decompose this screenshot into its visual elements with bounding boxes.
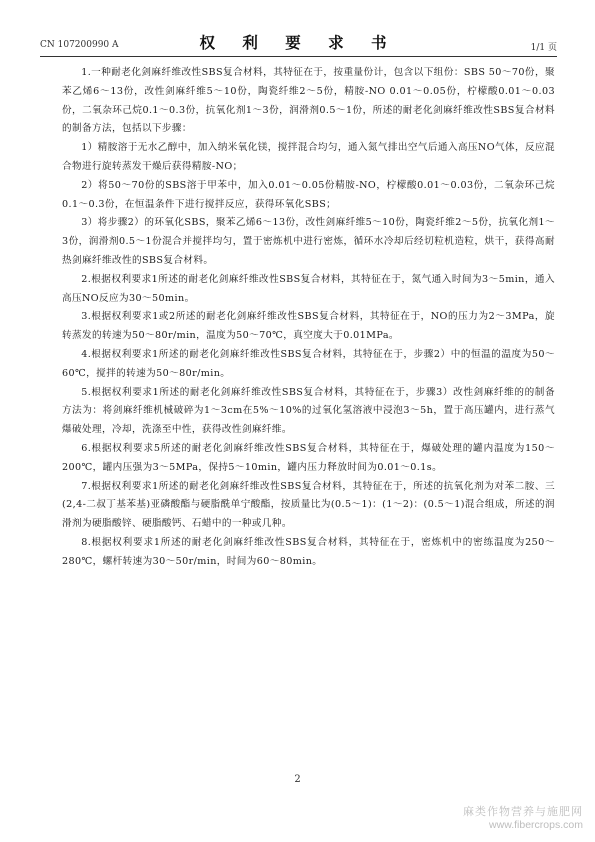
claim-4: 4.根据权利要求1所述的耐老化剑麻纤维改性SBS复合材料，其特征在于，步骤2）中的恒温的温度为50～60℃，搅拌的转速为50～80r/min。	[62, 348, 555, 379]
watermark-site-name: 麻类作物营养与施肥网	[463, 806, 583, 818]
claim-5: 5.根据权利要求1所述的耐老化剑麻纤维改性SBS复合材料，其特征在于，步骤3）改性剑麻纤维的的制备方法为：将剑麻纤维机械破碎为1～3cm在5%～10%的过氧化氢溶液中浸泡3～5h，置于高压罐内，进行蒸气爆破处理，冷却，洗涤至中性，获得改性剑麻纤维。	[62, 386, 556, 436]
claim-7: 7.根据权利要求1所述的耐老化剑麻纤维改性SBS复合材料，其特征在于，所述的抗氧化剂为对苯二胺、三(2,4-二叔丁基苯基)亚磷酸酯与硬脂酰单宁酸酯，按质量比为(0.5～1)：(1～2)：(0.5～1)混合组成，所述的润滑剂为硬脂酸锌、硬脂酸钙、石蜡中的一种或几种。	[62, 480, 555, 530]
claim-3: 3.根据权利要求1或2所述的耐老化剑麻纤维改性SBS复合材料，其特征在于，NO的压力为2～3MPa，旋转蒸发的转速为50～80r/min，温度为50～70℃，真空度大于0.01MPa。	[62, 311, 555, 342]
document-header	[40, 30, 557, 57]
claim-1-step-1: 1）精胺溶于无水乙醇中，加入纳米氧化镁，搅拌混合均匀，通入氮气排出空气后通入高压NO气体，反应混合物进行旋转蒸发干燥后获得精胺-NO；	[62, 142, 555, 172]
watermark	[463, 806, 583, 832]
claim-2: 2.根据权利要求1所述的耐老化剑麻纤维改性SBS复合材料，其特征在于，氮气通入时间为3～5min，通入高压NO反应为30～50min。	[62, 273, 555, 304]
claim-1-step-2: 2）将50～70份的SBS溶于甲苯中，加入0.01～0.05份精胺-NO，柠檬酸0.01～0.03份，二氧杂环己烷0.1～0.3份，在恒温条件下进行搅拌反应，获得环氧化SBS；	[62, 179, 555, 210]
claims-body	[62, 64, 555, 572]
claim-6: 6.根据权利要求5所述的耐老化剑麻纤维改性SBS复合材料，其特征在于，爆破处理的罐内温度为150～200℃，罐内压强为3～5MPa，保持5～10min，罐内压力释放时间为0.01～0.1s。	[62, 442, 555, 473]
publication-number: CN 107200990 A	[40, 40, 119, 50]
page-title: 权 利 要 求 书	[199, 33, 398, 52]
page-number: 2	[294, 774, 301, 785]
page-indicator: 1/1 页	[530, 43, 557, 53]
claim-8: 8.根据权利要求1所述的耐老化剑麻纤维改性SBS复合材料，其特征在于，密炼机中的密练温度为250～280℃，螺杆转速为30～50r/min，时间为60～80min。	[62, 536, 555, 567]
watermark-url: www.fibercrops.com	[489, 819, 583, 831]
claim-1-step-3: 3）将步骤2）的环氧化SBS，聚苯乙烯6～13份，改性剑麻纤维5～10份，陶瓷纤维2～5份，抗氧化剂1～3份，润滑剂0.5～1份混合并搅拌均匀，置于密炼机中进行密炼，循环水冷却后经切粒机造粒，烘干，获得高耐热剑麻纤维改性的SBS复合材料。	[62, 217, 555, 266]
claim-1: 1.一种耐老化剑麻纤维改性SBS复合材料，其特征在于，按重量份计，包含以下组份：SBS 50～70份，聚苯乙烯6～13份，改性剑麻纤维5～10份，陶瓷纤维2～5份，精胺-NO 0.01～0.05份，柠檬酸0.01～0.03份，二氧杂环己烷0.1～0.3份，抗氧化剂1～3份，润滑剂0.5～1份，所述的耐老化剑麻纤维改性SBS复合材料的制备方法，包括以下步骤：	[62, 67, 555, 135]
